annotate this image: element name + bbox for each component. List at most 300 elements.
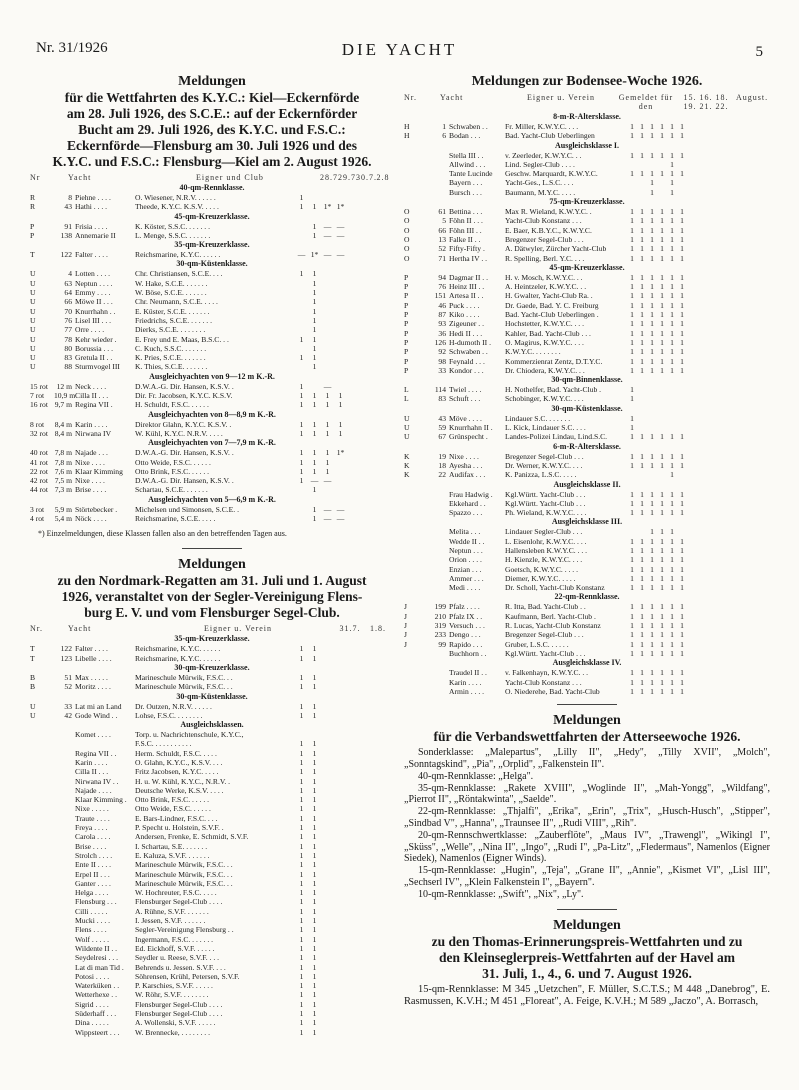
owner-club: Dierks, S.C.E. . . . . . . . xyxy=(135,325,206,335)
entry-mark: 1 xyxy=(670,573,674,583)
entry-mark: 1 xyxy=(312,776,317,786)
entry-mark: 1 xyxy=(650,583,654,593)
entry-mark: 1 xyxy=(630,686,634,696)
class-subheading: 35-qm-Kreuzerklasse. xyxy=(174,634,250,644)
entry-mark: 1 xyxy=(670,611,674,621)
sail-number: 10,9 m xyxy=(54,391,76,401)
sail-prefix: U xyxy=(30,269,36,279)
owner-club: Kahler, Bad. Yacht-Club . . . xyxy=(505,328,591,338)
table-row xyxy=(404,527,770,536)
yacht-name: Orre . . . . xyxy=(75,325,105,335)
table-row xyxy=(30,767,394,776)
kiel-title xyxy=(30,90,394,170)
owner-club: Lindauer S.C. . . . . . . xyxy=(505,413,571,423)
entry-mark: 1 xyxy=(670,310,674,320)
entry-mark: 1 xyxy=(650,686,654,696)
table-row xyxy=(30,786,394,795)
yacht-name: Störtebecker . xyxy=(75,504,118,514)
entry-mark: 1 xyxy=(299,476,304,486)
entry-mark: 1 xyxy=(312,297,317,307)
table-row xyxy=(404,574,770,583)
table-row xyxy=(404,385,770,394)
table-row xyxy=(30,673,394,682)
entry-mark: 1 xyxy=(670,328,674,338)
entry-mark: 1 xyxy=(299,269,304,279)
entry-mark: 1 xyxy=(660,583,664,593)
entry-mark: 1* xyxy=(310,250,319,260)
yacht-name: Erpel II . . . xyxy=(75,869,110,879)
sail-number: 76 xyxy=(64,315,72,325)
entry-mark: 1 xyxy=(312,221,317,231)
entry-mark: 1 xyxy=(680,630,684,640)
entry-mark: 1 xyxy=(630,282,634,292)
entry-mark: 1 xyxy=(660,545,664,555)
attersee-class-entry: 15-qm-Rennklasse: „Hugin", „Teja", „Grane II", „Annie", „Kismet VI", „Lisl III", „Sechserl IV", „Klein Falkenstein I", „Bayern". xyxy=(404,865,770,888)
yacht-name: Orion . . . . xyxy=(449,555,482,565)
column-header: 2.8 xyxy=(376,173,390,182)
yacht-name: Cilla II . . . xyxy=(75,391,109,401)
class-subheading: Ausgleichsklasse IV. xyxy=(552,658,622,668)
sail-prefix: T xyxy=(30,653,35,663)
sail-number: 126 xyxy=(434,337,446,347)
yacht-name: Ganter . . . . xyxy=(75,878,111,888)
yacht-name: Schuft . . . xyxy=(449,394,481,404)
table-row xyxy=(404,301,770,310)
table-row xyxy=(30,458,394,467)
owner-club: Torp. u. Nachrichtenschule, K.Y.C., xyxy=(135,730,244,740)
entry-mark: 1 xyxy=(630,602,634,612)
sail-prefix: U xyxy=(30,710,36,720)
column-header: Nr xyxy=(30,173,41,182)
entry-mark: 1 xyxy=(650,244,654,254)
entry-mark: 1 xyxy=(630,545,634,555)
entry-mark: 1 xyxy=(680,621,684,631)
entry-mark: 1 xyxy=(660,253,664,263)
table-row xyxy=(404,612,770,621)
table-row xyxy=(30,739,394,748)
table-row xyxy=(30,935,394,944)
owner-club: Schartau, S.C.E. . . . . . . xyxy=(135,485,208,495)
entry-mark: 1 xyxy=(670,356,674,366)
table-row xyxy=(404,678,770,687)
sail-number: 8,4 m xyxy=(54,428,72,438)
table-row xyxy=(404,178,770,187)
yacht-name: Sigrid . . . . xyxy=(75,999,109,1009)
owner-club: L. Menge, S.S.C. . . . . . . xyxy=(135,230,211,240)
entry-mark: 1 xyxy=(650,347,654,357)
entry-mark: 1 xyxy=(299,823,304,833)
yacht-name: Klaar Kimming . xyxy=(75,795,127,805)
entry-mark: 1 xyxy=(680,648,684,658)
owner-club: Dr. Werner, K.W.Y.C. . . . xyxy=(505,460,583,470)
sail-number: 4 xyxy=(68,269,72,279)
entry-mark: 1 xyxy=(670,536,674,546)
yacht-name: Traute . . . . xyxy=(75,813,110,823)
entry-mark: 1 xyxy=(640,300,644,310)
entry-mark: 1 xyxy=(630,536,634,546)
entry-mark: 1 xyxy=(650,573,654,583)
yacht-name: Seydelresi . . . xyxy=(75,953,119,963)
owner-club: Otto Weide, F.S.C. . . . . . xyxy=(135,804,211,814)
bodensee-table-header xyxy=(404,93,770,111)
sail-number: 67 xyxy=(438,432,446,442)
entry-mark: — xyxy=(310,476,319,486)
entry-mark: 1 xyxy=(630,347,634,357)
column-header: 31.7. xyxy=(339,624,361,634)
entry-mark: 1 xyxy=(650,187,654,197)
entry-mark: 1 xyxy=(312,400,317,410)
class-subheading: 30-qm-Kreuzerklasse. xyxy=(174,662,250,672)
yacht-name: Gretula II . . xyxy=(75,353,113,363)
entry-mark: 1* xyxy=(336,202,345,212)
table-row xyxy=(404,254,770,263)
entry-mark: 1 xyxy=(630,356,634,366)
entry-mark: 1 xyxy=(312,269,317,279)
table-row xyxy=(404,207,770,216)
entry-mark: 1 xyxy=(660,451,664,461)
entry-mark: 1 xyxy=(660,319,664,329)
owner-club: Lindauer Segler-Club . . . xyxy=(505,527,583,537)
sail-prefix: P xyxy=(30,230,35,240)
entry-mark: 1 xyxy=(312,202,317,212)
yacht-name: Hedi II . . . xyxy=(449,328,483,338)
yacht-name: Flens . . . . xyxy=(75,925,107,935)
sail-prefix: R xyxy=(30,193,36,202)
entry-mark: 1 xyxy=(312,343,317,353)
table-row xyxy=(404,151,770,160)
yacht-name: Artesa II . . xyxy=(449,291,484,301)
entry-mark: 1 xyxy=(670,282,674,292)
entry-mark: 1 xyxy=(660,347,664,357)
owner-club: H. Kienzle, K.W.Y.C. . . . xyxy=(505,555,583,565)
owner-club: Bad. Yacht-Club Ueberlingen . xyxy=(505,310,599,320)
sail-number: 43 xyxy=(64,202,72,212)
owner-club: A. Wollenski, S.V.F. . . . . . xyxy=(135,1018,216,1028)
sail-prefix: H xyxy=(404,131,410,141)
entry-mark: 1 xyxy=(660,564,664,574)
table-row xyxy=(30,1000,394,1009)
entry-mark: 1 xyxy=(670,621,674,631)
table-row xyxy=(30,316,394,325)
table-row xyxy=(30,870,394,879)
table-row xyxy=(30,963,394,972)
sail-number: 80 xyxy=(64,343,72,353)
owner-club: Yacht-Club Konstanz . . . xyxy=(505,677,582,687)
owner-club: Marineschule Mürwik, F.S.C. . . xyxy=(135,682,233,692)
owner-club: H. Nothelfer, Bad. Yacht-Club . xyxy=(505,385,602,395)
entry-mark: 1 xyxy=(660,282,664,292)
entry-mark: 1 xyxy=(312,230,317,240)
sail-prefix: P xyxy=(404,282,409,292)
table-row xyxy=(30,1028,394,1037)
attersee-title: für die Verbandswettfahrten der Atterseewoche 1926. xyxy=(433,729,741,745)
entry-mark: — xyxy=(323,250,332,260)
yacht-name: Schwaben . . xyxy=(449,122,488,131)
owner-club: K.W.Y.C. . . . . . . . xyxy=(505,347,561,357)
sail-prefix: 15 rot xyxy=(30,381,48,391)
class-subheading: 35-qm-Kreuzerklasse. xyxy=(174,240,250,250)
entry-mark: 1 xyxy=(670,365,674,375)
yacht-name: Wolf . . . . . xyxy=(75,934,109,944)
sail-prefix: 4 rot xyxy=(30,514,45,524)
sail-prefix: 44 rot xyxy=(30,485,48,495)
table-row xyxy=(404,546,770,555)
entry-mark: 1 xyxy=(312,934,317,944)
table-row xyxy=(30,362,394,371)
column-header: 28.7. xyxy=(320,173,341,182)
entry-mark: 1 xyxy=(630,451,634,461)
owner-club: O. Niederehe, Bad. Yacht-Club xyxy=(505,686,600,696)
entry-mark: 1 xyxy=(680,602,684,612)
owner-club: Yacht-Ges., L.S.C. . . . xyxy=(505,178,574,188)
table-row xyxy=(30,1009,394,1018)
entry-mark: 1 xyxy=(640,648,644,658)
entry-mark: 1 xyxy=(670,225,674,235)
yacht-name: Enzian . . . xyxy=(449,564,482,574)
entry-mark: 1 xyxy=(680,365,684,375)
table-row xyxy=(30,795,394,804)
table-row xyxy=(404,508,770,517)
table-row xyxy=(30,888,394,897)
entry-mark: 1 xyxy=(299,804,304,814)
owner-club: W. Kühl, K.Y.C. N.R.V. . . . . xyxy=(135,428,223,438)
entry-mark: 1 xyxy=(630,131,634,141)
sail-number: 43 xyxy=(438,413,446,423)
entry-mark: 1 xyxy=(660,460,664,470)
table-row xyxy=(30,448,394,457)
entry-mark: 1 xyxy=(312,682,317,692)
nordmark-heading-label: Meldungen xyxy=(178,557,246,573)
owner-club: Chr. Christiansen, S.C.E. . . . xyxy=(135,269,223,279)
entry-mark: 1 xyxy=(640,150,644,160)
entry-mark: 1 xyxy=(640,291,644,301)
entry-mark: 1 xyxy=(660,300,664,310)
sail-number: 210 xyxy=(434,611,446,621)
owner-club: Lind. Segler-Club . . . . xyxy=(505,159,575,169)
entry-mark: 1 xyxy=(630,639,634,649)
sail-prefix: U xyxy=(30,278,36,288)
sail-number: 122 xyxy=(60,250,72,260)
entry-mark: 1 xyxy=(680,131,684,141)
entry-mark: 1 xyxy=(650,564,654,574)
entry-mark: 1 xyxy=(650,291,654,301)
yacht-name: Waterküken . . xyxy=(75,981,120,991)
entry-mark: — xyxy=(336,504,345,514)
entry-mark: 1 xyxy=(650,648,654,658)
sail-number: 88 xyxy=(64,362,72,372)
owner-club: L. Eisenlohr, K.W.Y.C. . . . xyxy=(505,536,587,546)
yacht-name: Wedde II . . xyxy=(449,536,485,546)
entry-mark: 1 xyxy=(650,677,654,687)
kiel-heading-label: Meldungen xyxy=(178,74,246,89)
attersee-class-entry: 22-qm-Rennklasse: „Thjalfi", „Erika", „Erin", „Trix", „Husch-Husch", „Stipper", „Sindbad V", „Hanna", „Traunsee II", „Rudi VIII", „Rih". xyxy=(404,806,770,829)
entry-mark: 1 xyxy=(640,555,644,565)
entry-mark: 1 xyxy=(670,527,674,537)
yacht-name: Pfalz . . . . xyxy=(449,602,480,612)
entry-mark: 1 xyxy=(299,832,304,842)
entry-mark: 1 xyxy=(630,648,634,658)
owner-club: H. u. W. Kühl, K.Y.C., N.R.V. . xyxy=(135,776,231,786)
entry-mark: 1 xyxy=(312,943,317,953)
attersee-class-entry: 40-qm-Rennklasse: „Helga". xyxy=(418,770,534,782)
sail-prefix: B xyxy=(30,682,36,692)
entry-mark: 1 xyxy=(325,428,330,438)
entry-mark: 1 xyxy=(650,131,654,141)
table-row xyxy=(30,307,394,316)
sail-number: 19 xyxy=(438,451,446,461)
entry-mark: 1 xyxy=(299,682,304,692)
entry-mark: 1 xyxy=(640,272,644,282)
entry-mark: 1 xyxy=(680,300,684,310)
yacht-name: Feynald . . . xyxy=(449,356,485,366)
sail-number: 83 xyxy=(438,394,446,404)
entry-mark: 1 xyxy=(650,630,654,640)
yacht-name: Föhn II . . . xyxy=(449,216,483,226)
entry-mark: 1 xyxy=(640,225,644,235)
entry-mark: 1 xyxy=(312,888,317,898)
yacht-name: Dagmar II . . xyxy=(449,272,489,282)
entry-mark: 1 xyxy=(640,310,644,320)
left-column xyxy=(30,74,394,1037)
entry-mark: 1 xyxy=(630,291,634,301)
yacht-name: Ammer . . . xyxy=(449,573,484,583)
entry-mark: 1 xyxy=(312,925,317,935)
entry-mark: 1 xyxy=(630,337,634,347)
table-row xyxy=(404,687,770,696)
entry-mark: 1 xyxy=(299,353,304,363)
entry-mark: 1 xyxy=(670,639,674,649)
yacht-name: Nöck . . . . xyxy=(75,514,107,524)
table-row xyxy=(404,169,770,178)
entry-mark: 1 xyxy=(640,573,644,583)
entry-mark: 1 xyxy=(299,999,304,1009)
table-row xyxy=(30,325,394,334)
sail-prefix: J xyxy=(404,639,407,649)
entry-mark: 1 xyxy=(660,365,664,375)
entry-mark: 1 xyxy=(660,432,664,442)
table-row xyxy=(404,366,770,375)
owner-club: R. Lucas, Yacht-Club Konstanz xyxy=(505,621,601,631)
entry-mark: 1 xyxy=(660,244,664,254)
table-row xyxy=(30,644,394,653)
entry-mark: 1 xyxy=(680,460,684,470)
entry-mark: 1 xyxy=(660,328,664,338)
sail-prefix: O xyxy=(404,207,410,217)
sail-number: 12 m xyxy=(56,381,72,391)
entry-mark: 1 xyxy=(680,207,684,217)
owner-club: Ed. Eickhoff, S.V.F. . . . . . xyxy=(135,943,215,953)
entry-mark: 1 xyxy=(640,207,644,217)
owner-club: Reichsmarine, K.Y.C. . . . . . xyxy=(135,644,221,654)
yacht-name: Annemarie II xyxy=(75,230,116,240)
owner-club: Kgl.Württ. Yacht-Club . . . xyxy=(505,648,586,658)
entry-mark: 1 xyxy=(630,300,634,310)
entry-mark: 1 xyxy=(299,841,304,851)
owner-club: Baumann, M.Y.C. . . . . xyxy=(505,187,576,197)
table-row xyxy=(404,347,770,356)
entry-mark: 1 xyxy=(670,347,674,357)
entry-mark: 1 xyxy=(680,489,684,499)
yacht-name: Grünspecht . xyxy=(449,432,488,442)
yacht-name: Tante Lucinde xyxy=(449,169,493,179)
owner-club: Reichsmarine, S.C.E. . . . . xyxy=(135,514,216,524)
entry-mark: 1 xyxy=(650,527,654,537)
entry-mark: 1 xyxy=(670,460,674,470)
entry-mark: 1 xyxy=(312,990,317,1000)
yacht-name: Libelle . . . . xyxy=(75,653,112,663)
sail-number: 319 xyxy=(434,621,446,631)
entry-mark: 1 xyxy=(650,639,654,649)
sail-prefix: K xyxy=(404,451,410,461)
entry-mark: 1 xyxy=(640,498,644,508)
owner-club: F.S.C. . . . . . . . . . . xyxy=(135,739,192,749)
sail-prefix: U xyxy=(30,288,36,298)
sail-number: 114 xyxy=(434,385,446,395)
entry-mark: 1 xyxy=(312,504,317,514)
sail-prefix: U xyxy=(404,432,410,442)
entry-mark: 1 xyxy=(312,748,317,758)
entry-mark: 1 xyxy=(680,328,684,338)
owner-club: H. Gwalter, Yacht-Club Ra. . xyxy=(505,291,593,301)
entry-mark: 1 xyxy=(670,470,674,480)
entry-mark: 1 xyxy=(670,178,674,188)
sail-number: 98 xyxy=(438,356,446,366)
yacht-name: Frau Hadwig . xyxy=(449,489,493,499)
owner-club: Lohse, F.S.C. . . . . . . . xyxy=(135,710,203,720)
owner-club: Landes-Polizei Lindau, Lind.S.C. xyxy=(505,432,608,442)
entry-mark: 1 xyxy=(312,739,317,749)
sail-prefix: R xyxy=(30,202,36,212)
table-row xyxy=(30,711,394,720)
entry-mark: 1 xyxy=(299,334,304,344)
entry-mark: 1 xyxy=(325,466,330,476)
column-header: 1.8. xyxy=(370,624,386,634)
entry-mark: 1 xyxy=(670,291,674,301)
sail-prefix: 22 rot xyxy=(30,466,48,476)
owner-club: Schobinger, K.W.Y.C. . . . xyxy=(505,394,584,404)
owner-club: W. Röhr, S.V.F. . . . . . . . xyxy=(135,990,209,1000)
entry-mark: 1 xyxy=(325,448,330,458)
entry-mark: 1 xyxy=(650,328,654,338)
kiel-entry-table xyxy=(30,183,394,523)
yacht-name: Dengo . . . xyxy=(449,630,481,640)
entry-mark: 1 xyxy=(680,310,684,320)
entry-mark: 1 xyxy=(670,187,674,197)
yacht-name: Nixe . . . . . xyxy=(75,804,109,814)
owner-club: Ph. Wieland, K.W.Y.C. . . . xyxy=(505,508,587,518)
entry-mark: 1 xyxy=(299,701,304,711)
entry-mark: 1 xyxy=(312,869,317,879)
entry-mark: 1 xyxy=(660,272,664,282)
yacht-name: Ayesha . . . xyxy=(449,460,483,470)
entry-mark: 1 xyxy=(680,253,684,263)
owner-club: Bad. Yacht-Club Ueberlingen xyxy=(505,131,595,141)
sail-number: 46 xyxy=(438,300,446,310)
class-subheading: 45-qm-Kreuzerklasse. xyxy=(549,262,625,272)
entry-mark: 1 xyxy=(299,869,304,879)
yacht-name: Piehne . . . . xyxy=(75,193,111,202)
table-row xyxy=(30,420,394,429)
table-row xyxy=(30,814,394,823)
owner-club: Dir. Fr. Jacobsen, K.Y.C. K.S.V. xyxy=(135,391,233,401)
owner-club: E. Baer, K.B.Y.C., K.W.Y.C. xyxy=(505,225,592,235)
owner-club: Friedrichs, S.C.E. . . . . . . xyxy=(135,315,212,325)
nordmark-entry-table xyxy=(30,634,394,1037)
table-row xyxy=(404,122,770,131)
owner-club: O. Wiesener, N.R.V. . . . . . xyxy=(135,193,216,202)
sail-number: 83 xyxy=(64,353,72,363)
class-subheading: Ausgleichyachten von 9—12 m K.-R. xyxy=(149,371,275,381)
